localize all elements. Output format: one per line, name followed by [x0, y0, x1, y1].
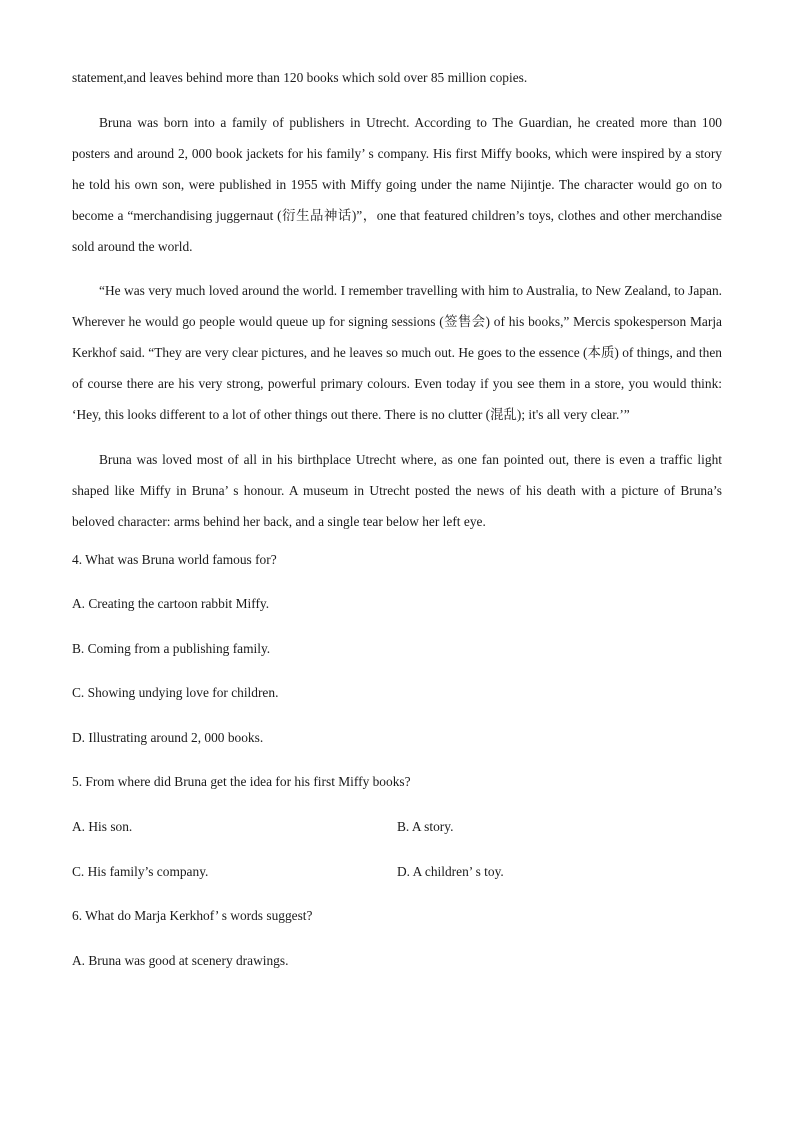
- question-5-option-c: C. His family’s company.: [72, 863, 209, 879]
- question-5-option-d: D. A children’ s toy.: [397, 863, 504, 879]
- document-page: [72, 62, 722, 971]
- passage-paragraph-2: “He was very much loved around the world. I remember travelling with him to Australia, to New Zealand, to Japan. Wherever he would go people would queue up for signing sessions (签售会) of his books,” Mercis spokesperson Marja Kerkhof said. “They are very clear pictures, and he leaves so much out. He goes to the essence (本质) of things, and then of course there are his very strong, powerful primary colours. Even today if you see them in a store, you would think: ‘Hey, this looks different to a lot of other things out there. There is no clutter (混乱); it's all very clear.’”: [72, 283, 722, 422]
- question-4-option-d: D. Illustrating around 2, 000 books.: [72, 729, 264, 745]
- question-5-stem: 5. From where did Bruna get the idea for his first Miffy books?: [72, 774, 411, 790]
- question-6-option-a: A. Bruna was good at scenery drawings.: [72, 952, 289, 968]
- question-4-stem: 4. What was Bruna world famous for?: [72, 551, 277, 567]
- passage-paragraph-3: Bruna was loved most of all in his birthplace Utrecht where, as one fan pointed out, there is even a traffic light shaped like Miffy in Bruna’ s honour. A museum in Utrecht posted the news of his death with a picture of Bruna’s beloved character: arms behind her back, and a single tear below her left eye.: [72, 451, 722, 529]
- question-4-option-c: C. Showing undying love for children.: [72, 685, 279, 701]
- question-5-options-row-1: [72, 817, 722, 837]
- passage-paragraph-1: Bruna was born into a family of publishers in Utrecht. According to The Guardian, he created more than 100 posters and around 2, 000 book jackets for his family’ s company. His first Miffy books, which were inspired by a story he told his own son, were published in 1955 with Miffy going under the name Nijintje. The character would go on to become a “merchandising juggernaut (衍生品神话)”，one that featured children’s toys, clothes and other merchandise sold around the world.: [72, 114, 722, 254]
- question-4-option-b: B. Coming from a publishing family.: [72, 640, 271, 656]
- question-5-option-b: B. A story.: [397, 819, 454, 835]
- passage-paragraph-0: statement,and leaves behind more than 120 books which sold over 85 million copies.: [72, 70, 528, 85]
- question-6-stem: 6. What do Marja Kerkhof’ s words suggest?: [72, 908, 313, 924]
- question-5-option-a: A. His son.: [72, 819, 133, 835]
- questions-section: [72, 550, 722, 971]
- question-4-option-a: A. Creating the cartoon rabbit Miffy.: [72, 596, 270, 612]
- question-5-options-row-2: [72, 862, 722, 882]
